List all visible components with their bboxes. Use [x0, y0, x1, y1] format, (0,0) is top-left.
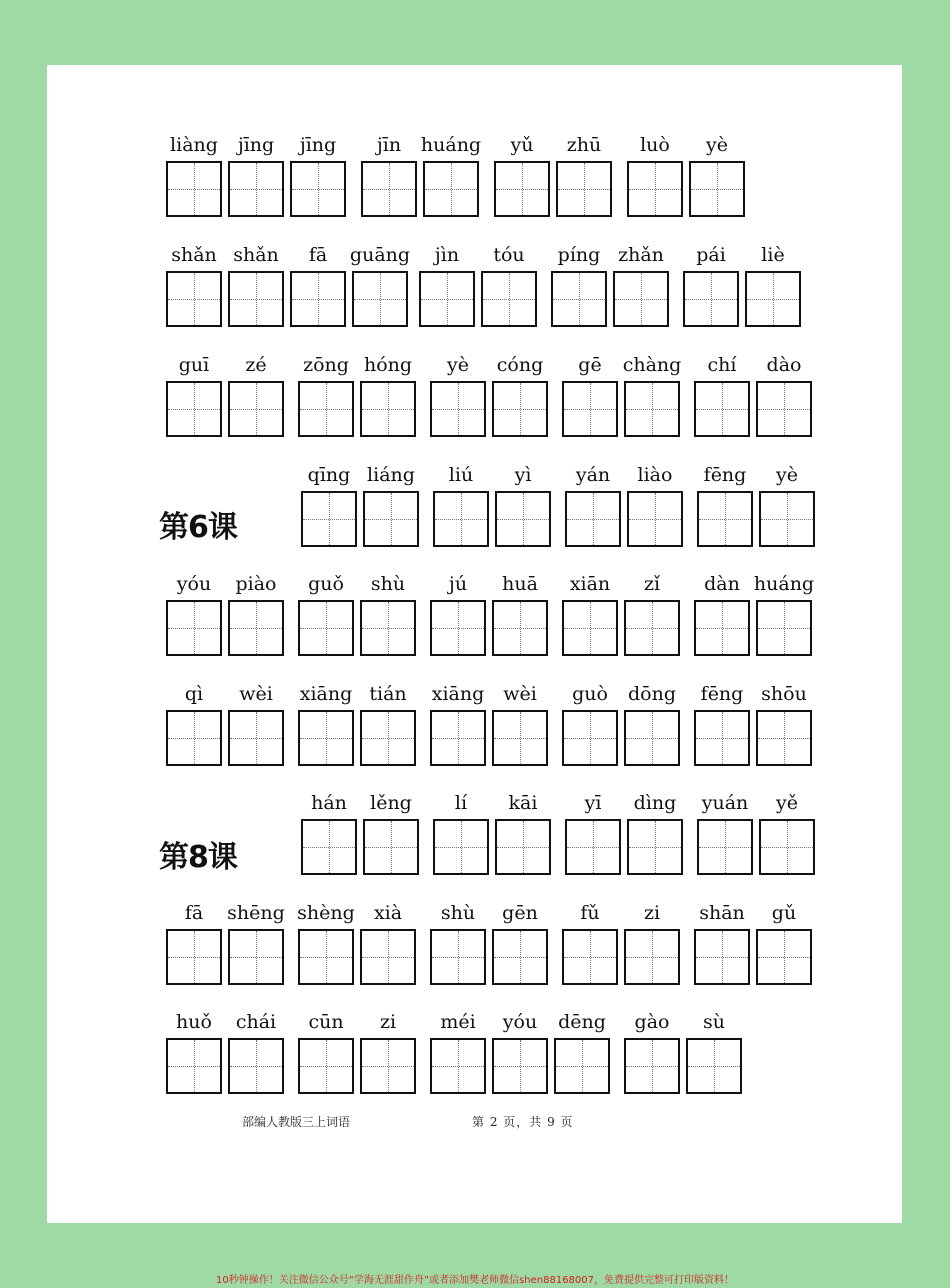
writing-grid-cell[interactable] [565, 491, 621, 547]
writing-grid-cell[interactable] [624, 710, 680, 766]
writing-grid-cell[interactable] [228, 710, 284, 766]
pinyin-label: shān [699, 902, 745, 924]
writing-grid-cell[interactable] [430, 710, 486, 766]
writing-grid-cell[interactable] [756, 381, 812, 437]
writing-grid-cell[interactable] [290, 271, 346, 327]
word-group [694, 680, 818, 775]
word-group [624, 1008, 748, 1103]
pinyin-label: xiāng [299, 683, 353, 705]
pinyin-label: shōu [761, 683, 807, 705]
word-group [627, 131, 751, 226]
writing-grid-cell[interactable] [627, 491, 683, 547]
pinyin-label: zé [245, 354, 267, 376]
writing-grid-cell[interactable] [298, 1038, 354, 1094]
writing-grid-cell[interactable] [430, 600, 486, 656]
pinyin-label: yè [447, 354, 469, 376]
word-group [166, 680, 290, 775]
pinyin-label: jīng [237, 134, 275, 156]
pinyin-label: sù [703, 1011, 725, 1033]
writing-grid-cell[interactable] [492, 929, 548, 985]
writing-grid-cell[interactable] [361, 161, 417, 217]
pinyin-label: yì [514, 464, 532, 486]
pinyin-label: píng [557, 244, 601, 266]
word-group [694, 899, 818, 994]
writing-grid-cell[interactable] [756, 710, 812, 766]
writing-grid-cell[interactable] [430, 381, 486, 437]
writing-grid-cell[interactable] [228, 381, 284, 437]
writing-grid-cell[interactable] [697, 491, 753, 547]
word-group [166, 131, 352, 226]
pinyin-label: gēn [502, 902, 538, 924]
writing-grid-cell[interactable] [423, 161, 479, 217]
pinyin-label: chí [707, 354, 737, 376]
pinyin-label: guǒ [308, 573, 344, 595]
writing-grid-cell[interactable] [613, 271, 669, 327]
lesson-6-title: 第6课 [159, 510, 237, 545]
writing-grid-cell[interactable] [360, 710, 416, 766]
word-group [298, 351, 422, 446]
pinyin-label: wèi [239, 683, 273, 705]
footer-book-title: 部编人教版三上词语 [242, 1115, 351, 1129]
pinyin-label: tóu [493, 244, 525, 266]
word-group [301, 789, 425, 884]
pinyin-label: cūn [308, 1011, 344, 1033]
pinyin-label: guī [178, 354, 210, 376]
word-group [433, 789, 557, 884]
pinyin-label: dàn [704, 573, 740, 595]
writing-grid-cell[interactable] [430, 929, 486, 985]
writing-grid-cell[interactable] [624, 381, 680, 437]
pinyin-label: pái [696, 244, 726, 266]
word-group [301, 461, 425, 556]
pinyin-label: fā [184, 902, 204, 924]
word-group [166, 899, 290, 994]
word-group [694, 351, 818, 446]
writing-grid-cell[interactable] [419, 271, 475, 327]
pinyin-label: cóng [496, 354, 544, 376]
word-row [47, 1008, 902, 1108]
writing-grid-cell[interactable] [627, 161, 683, 217]
writing-grid-cell[interactable] [562, 600, 618, 656]
word-group [562, 680, 686, 775]
writing-grid-cell[interactable] [228, 929, 284, 985]
pinyin-label: shēng [227, 902, 285, 924]
writing-grid-cell[interactable] [745, 271, 801, 327]
word-row [47, 131, 902, 231]
writing-grid-cell[interactable] [624, 600, 680, 656]
pinyin-label: yě [776, 792, 798, 814]
pinyin-label: zi [379, 1011, 397, 1033]
pinyin-label: liáng [367, 464, 415, 486]
writing-grid-cell[interactable] [430, 1038, 486, 1094]
writing-grid-cell[interactable] [298, 381, 354, 437]
writing-grid-cell[interactable] [495, 491, 551, 547]
writing-grid-cell[interactable] [694, 710, 750, 766]
writing-grid-cell[interactable] [495, 819, 551, 875]
writing-grid-cell[interactable] [433, 491, 489, 547]
writing-grid-cell[interactable] [298, 600, 354, 656]
writing-grid-cell[interactable] [363, 491, 419, 547]
pinyin-label: yóu [176, 573, 212, 595]
writing-grid-cell[interactable] [352, 271, 408, 327]
pinyin-label: liàng [170, 134, 218, 156]
word-group [430, 1008, 616, 1103]
word-group [551, 241, 675, 336]
pinyin-label: jìn [434, 244, 460, 266]
pinyin-label: huáng [753, 573, 815, 595]
pinyin-label: kāi [508, 792, 538, 814]
writing-grid-cell[interactable] [554, 1038, 610, 1094]
writing-grid-cell[interactable] [689, 161, 745, 217]
writing-grid-cell[interactable] [562, 381, 618, 437]
writing-grid-cell[interactable] [624, 929, 680, 985]
writing-grid-cell[interactable] [166, 929, 222, 985]
word-row [47, 351, 902, 451]
writing-grid-cell[interactable] [686, 1038, 742, 1094]
pinyin-label: dìng [633, 792, 677, 814]
pinyin-label: huáng [420, 134, 482, 156]
word-group [430, 351, 554, 446]
writing-grid-cell[interactable] [694, 929, 750, 985]
pinyin-label: xiāng [431, 683, 485, 705]
pinyin-label: luò [640, 134, 670, 156]
word-group [562, 899, 686, 994]
pinyin-label: jīn [376, 134, 402, 156]
writing-grid-cell[interactable] [694, 381, 750, 437]
writing-grid-cell[interactable] [166, 271, 222, 327]
writing-grid-cell[interactable] [759, 491, 815, 547]
writing-grid-cell[interactable] [756, 600, 812, 656]
pinyin-label: huǒ [176, 1011, 212, 1033]
pinyin-label: yán [575, 464, 611, 486]
pinyin-label: yè [776, 464, 798, 486]
pinyin-label: chái [235, 1011, 277, 1033]
pinyin-label: jīng [299, 134, 337, 156]
pinyin-label: dào [766, 354, 802, 376]
pinyin-label: lí [454, 792, 468, 814]
word-group [298, 570, 422, 665]
pinyin-label: fǔ [580, 902, 600, 924]
pinyin-label: xià [373, 902, 403, 924]
writing-grid-cell[interactable] [551, 271, 607, 327]
word-group [361, 131, 485, 226]
pinyin-label: shù [440, 902, 476, 924]
writing-grid-cell[interactable] [166, 1038, 222, 1094]
writing-grid-cell[interactable] [683, 271, 739, 327]
word-row [47, 680, 902, 780]
pinyin-label: dōng [627, 683, 676, 705]
word-group [166, 570, 290, 665]
writing-grid-cell[interactable] [360, 929, 416, 985]
word-group [430, 899, 554, 994]
pinyin-label: liú [448, 464, 474, 486]
writing-grid-cell[interactable] [228, 161, 284, 217]
writing-grid-cell[interactable] [492, 381, 548, 437]
writing-grid-cell[interactable] [494, 161, 550, 217]
word-row [47, 899, 902, 999]
writing-grid-cell[interactable] [166, 710, 222, 766]
worksheet-page [47, 65, 902, 1223]
writing-grid-cell[interactable] [562, 710, 618, 766]
word-group [166, 351, 290, 446]
word-group [697, 461, 821, 556]
word-group [298, 899, 422, 994]
pinyin-label: chàng [622, 354, 682, 376]
writing-grid-cell[interactable] [492, 710, 548, 766]
writing-grid-cell[interactable] [562, 929, 618, 985]
word-group [166, 241, 414, 336]
footer-page-number: 第 2 页，共 9 页 [472, 1115, 574, 1129]
pinyin-label: zi [643, 902, 661, 924]
writing-grid-cell[interactable] [565, 819, 621, 875]
pinyin-label: guāng [349, 244, 411, 266]
pinyin-label: gào [634, 1011, 670, 1033]
pinyin-label: shèng [297, 902, 355, 924]
promo-note: 10秒钟操作！关注微信公众号“学海无涯甜作舟”或者添加樊老师微信shen88168007，免费提供完整可打印版资料！ [215, 1275, 735, 1286]
writing-grid-cell[interactable] [360, 1038, 416, 1094]
pinyin-label: guò [572, 683, 608, 705]
writing-grid-cell[interactable] [492, 600, 548, 656]
pinyin-label: fēng [700, 683, 744, 705]
word-group [430, 680, 554, 775]
pinyin-label: wèi [503, 683, 537, 705]
writing-grid-cell[interactable] [360, 381, 416, 437]
pinyin-label: hán [311, 792, 347, 814]
word-group [565, 789, 689, 884]
writing-grid-cell[interactable] [694, 600, 750, 656]
writing-grid-cell[interactable] [627, 819, 683, 875]
pinyin-label: zhū [566, 134, 602, 156]
word-group [565, 461, 689, 556]
writing-grid-cell[interactable] [166, 600, 222, 656]
pinyin-label: qīng [307, 464, 351, 486]
word-group [430, 570, 554, 665]
pinyin-label: liè [761, 244, 785, 266]
pinyin-label: qì [184, 683, 204, 705]
pinyin-label: shǎn [233, 244, 279, 266]
pinyin-label: gǔ [771, 902, 797, 924]
writing-grid-cell[interactable] [363, 819, 419, 875]
pinyin-label: gē [578, 354, 602, 376]
writing-grid-cell[interactable] [298, 710, 354, 766]
pinyin-label: yóu [502, 1011, 538, 1033]
writing-grid-cell[interactable] [360, 600, 416, 656]
word-group [683, 241, 807, 336]
word-group [298, 1008, 422, 1103]
word-row [47, 570, 902, 670]
word-group [562, 351, 686, 446]
word-group [697, 789, 821, 884]
pinyin-label: shǎn [171, 244, 217, 266]
pinyin-label: fā [308, 244, 328, 266]
pinyin-label: hóng [363, 354, 413, 376]
writing-grid-cell[interactable] [228, 600, 284, 656]
pinyin-label: tián [369, 683, 407, 705]
pinyin-label: méi [440, 1011, 476, 1033]
writing-grid-cell[interactable] [228, 1038, 284, 1094]
writing-grid-cell[interactable] [298, 929, 354, 985]
word-group [494, 131, 618, 226]
writing-grid-cell[interactable] [624, 1038, 680, 1094]
word-group [419, 241, 543, 336]
writing-grid-cell[interactable] [301, 491, 357, 547]
writing-grid-cell[interactable] [556, 161, 612, 217]
pinyin-label: dēng [558, 1011, 606, 1033]
writing-grid-cell[interactable] [697, 819, 753, 875]
word-group [694, 570, 818, 665]
pinyin-label: zhǎn [618, 244, 664, 266]
pinyin-label: xiān [569, 573, 611, 595]
word-group [562, 570, 686, 665]
writing-grid-cell[interactable] [481, 271, 537, 327]
writing-grid-cell[interactable] [492, 1038, 548, 1094]
pinyin-label: shù [370, 573, 406, 595]
writing-grid-cell[interactable] [228, 271, 284, 327]
pinyin-label: lěng [370, 792, 412, 814]
pinyin-label: yuán [701, 792, 749, 814]
writing-grid-cell[interactable] [756, 929, 812, 985]
writing-grid-cell[interactable] [301, 819, 357, 875]
lesson-8-title: 第8课 [159, 840, 237, 875]
word-group [433, 461, 557, 556]
word-group [166, 1008, 290, 1103]
pinyin-label: yǔ [510, 134, 534, 156]
writing-grid-cell[interactable] [166, 161, 222, 217]
pinyin-label: yè [706, 134, 728, 156]
pinyin-label: fēng [703, 464, 747, 486]
writing-grid-cell[interactable] [433, 819, 489, 875]
pinyin-label: huā [502, 573, 538, 595]
word-group [298, 680, 422, 775]
pinyin-label: jú [448, 573, 468, 595]
pinyin-label: yī [584, 792, 602, 814]
writing-grid-cell[interactable] [759, 819, 815, 875]
word-row [47, 241, 902, 341]
writing-grid-cell[interactable] [166, 381, 222, 437]
pinyin-label: zōng [303, 354, 349, 376]
pinyin-label: piào [235, 573, 277, 595]
writing-grid-cell[interactable] [290, 161, 346, 217]
pinyin-label: zǐ [643, 573, 661, 595]
pinyin-label: liào [637, 464, 673, 486]
